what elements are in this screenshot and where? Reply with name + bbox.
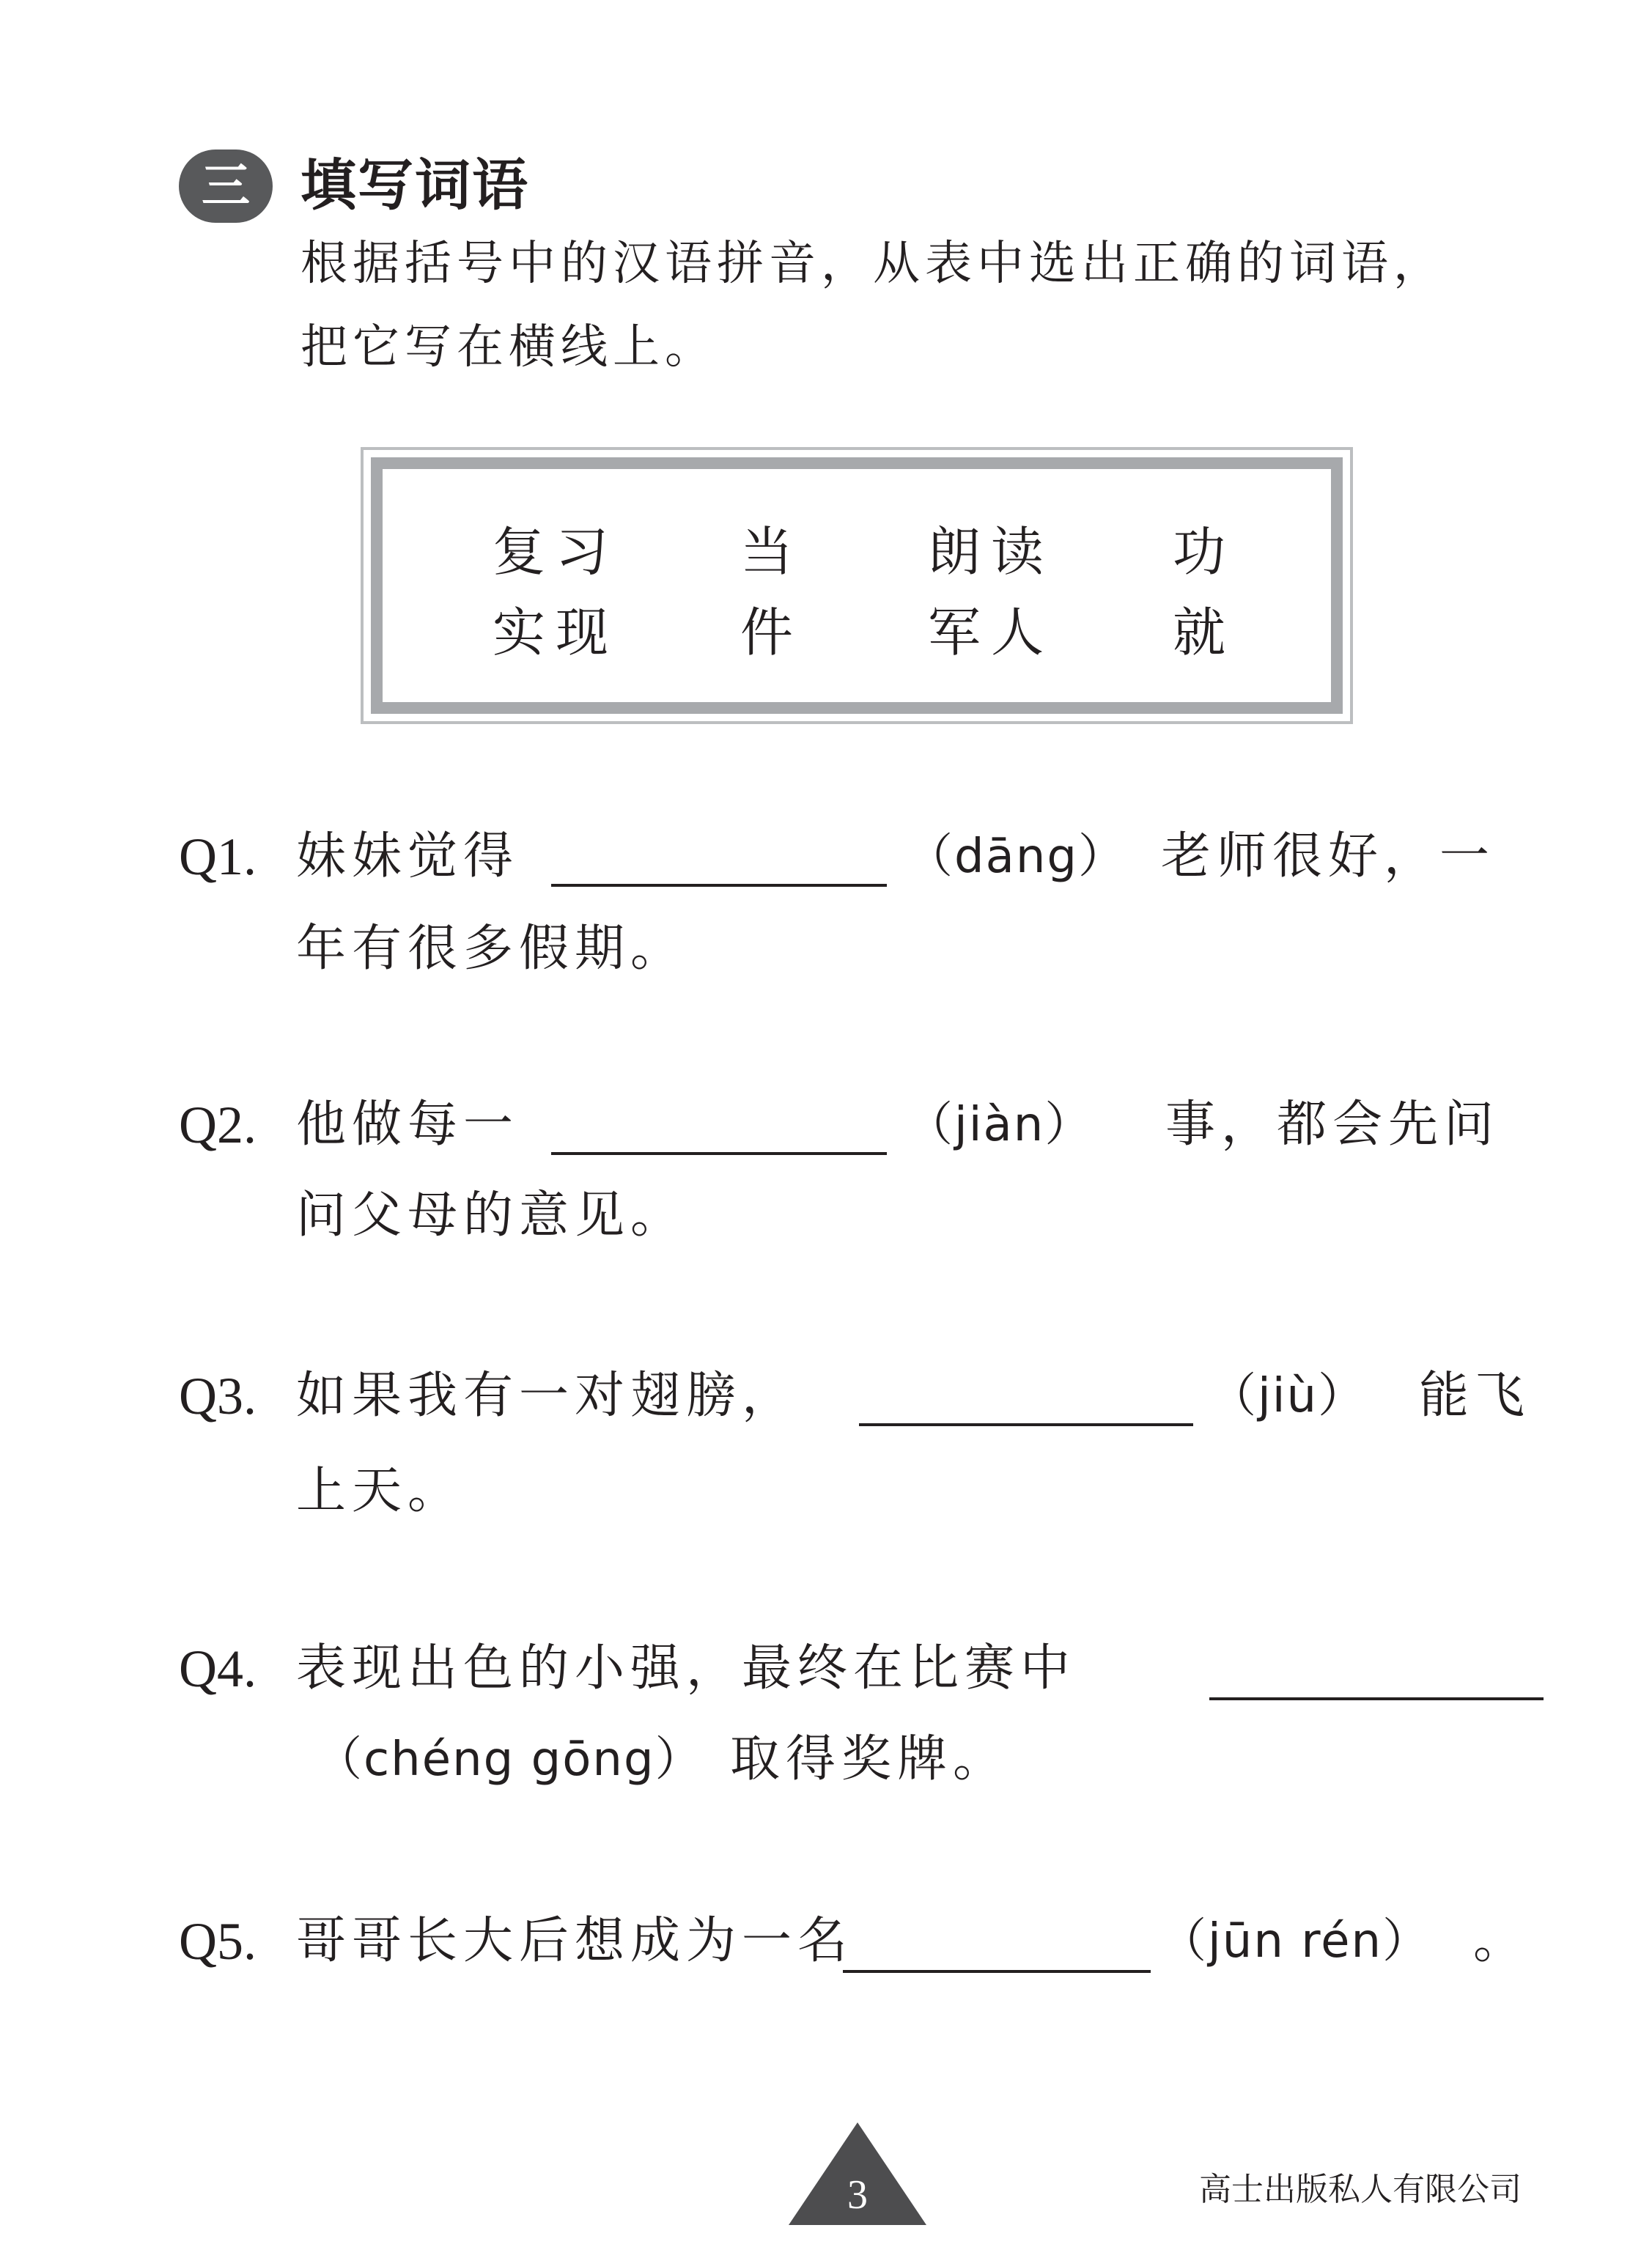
instruction-line-2: 把它写在横线上。 (300, 320, 717, 375)
word-bank-item: 当 (740, 521, 804, 583)
answer-blank[interactable] (843, 1970, 1151, 1973)
question-text: 表现出色的小强，最终在比赛中 (296, 1639, 1077, 1697)
pinyin-hint: （jiàn） (906, 1098, 1094, 1152)
word-bank-item: 军人 (928, 602, 1055, 663)
question-text: 。 (1473, 1912, 1530, 1970)
answer-blank[interactable] (1209, 1697, 1544, 1700)
pinyin-hint: （jiù） (1209, 1369, 1367, 1423)
question-text: 取得奖牌。 (730, 1730, 1009, 1788)
question-number: Q2. (179, 1096, 257, 1154)
question-number: Q4. (179, 1639, 257, 1698)
pinyin-hint: （jūn rén） (1159, 1914, 1431, 1969)
answer-blank[interactable] (551, 1152, 887, 1155)
word-bank-item: 朗读 (928, 521, 1055, 583)
word-bank-item: 实现 (493, 602, 619, 663)
question-number: Q3. (179, 1367, 257, 1425)
question-number: Q5. (179, 1912, 257, 1971)
question-text: 如果我有一对翅膀， (296, 1367, 798, 1425)
instruction-line-1: 根据括号中的汉语拼音，从表中选出正确的词语， (300, 237, 1445, 291)
word-bank-item: 件 (740, 602, 804, 663)
word-bank-box (371, 457, 1343, 714)
word-bank-item: 功 (1173, 521, 1236, 583)
word-bank-item: 复习 (493, 521, 619, 583)
question-text: 能飞 (1419, 1367, 1531, 1425)
question-text: 哥哥长大后想成为一名 (296, 1912, 854, 1970)
question-text: 事，都会先问 (1165, 1096, 1500, 1154)
section-title: 填写词语 (300, 152, 529, 218)
question-text: 妹妹觉得 (296, 827, 520, 885)
answer-blank[interactable] (551, 884, 887, 887)
section-number-badge: 三 (179, 150, 273, 223)
answer-blank[interactable] (859, 1423, 1193, 1426)
pinyin-hint: （chéng gōng） (315, 1733, 704, 1787)
publisher-name: 高士出版私人有限公司 (1199, 2171, 1522, 2208)
question-text-continued: 上天。 (296, 1462, 464, 1520)
page-number: 3 (847, 2172, 868, 2218)
question-text-continued: 年有很多假期。 (296, 920, 687, 978)
word-bank-item: 就 (1173, 602, 1236, 663)
question-text: 老师很好，一 (1161, 827, 1496, 885)
question-text: 他做每一 (296, 1096, 520, 1154)
pinyin-hint: （dāng） (906, 830, 1127, 884)
question-number: Q1. (179, 827, 257, 886)
question-text-continued: 问父母的意见。 (296, 1187, 687, 1244)
